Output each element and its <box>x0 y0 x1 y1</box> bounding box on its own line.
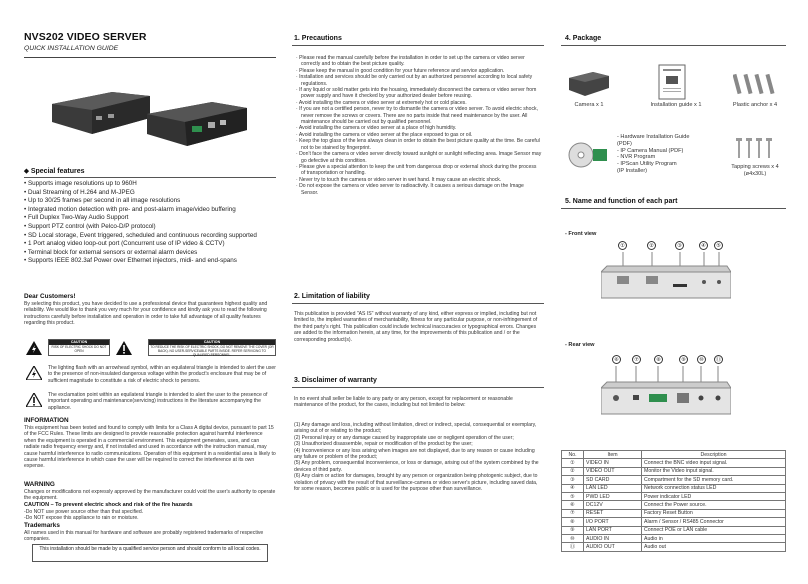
list-item: · Please give a special attention to keep the unit from dangerous drop or external shock during the process of transportation or handling. <box>296 164 542 177</box>
table-cell: LAN LED <box>584 484 642 492</box>
table-cell: ⑧ <box>562 518 584 526</box>
limitation-text: This publication is provided "AS IS" without warranty of any kind, either express or implied, including but not limited to, the implied warranties of merchantability, fitness for any particular purpose, or non-infringement of the third party's right. This publication could include technical inaccuracies or typographical errors. Changes are added to the information herein, at any time, for the improvements of this publication and / or the corresponding product(s). <box>294 311 538 343</box>
installation-guide-image <box>658 64 686 100</box>
warning-text: Changes or modifications not expressly approved by the manufacturer could void the user's authority to operate the equipment. <box>24 489 276 502</box>
table-cell: AUDIO IN <box>584 534 642 542</box>
table-cell: SD CARD <box>584 476 642 484</box>
exclamation-warning-icon <box>116 341 132 355</box>
list-item: (5) Any problem, consequential inconvenience, or loss or damage, arising out of the system combined by the devices of third party. <box>294 460 539 473</box>
table-row <box>562 509 786 517</box>
table-cell: Factory Reset Button <box>642 509 786 517</box>
dear-customers-heading: Dear Customers! <box>24 293 76 300</box>
table-cell: PWD LED <box>584 492 642 500</box>
package-anchor-label: Plastic anchor x 4 <box>732 102 778 108</box>
package-heading: 4. Package <box>565 35 602 42</box>
front-view-image <box>601 252 731 302</box>
document-title: NVS202 VIDEO SERVER <box>24 31 147 43</box>
cd-contents-list: - Hardware Installation Guide (PDF) - IP Camera Manual (PDF) - NVR Program - IPScan Utility Program (IP Installer) <box>617 134 690 174</box>
warning-line-2: -Do NOT expose this appliance to rain or moisture. <box>24 515 139 521</box>
exclamation-symbol-icon <box>26 393 42 407</box>
features-list <box>24 180 276 266</box>
lightning-symbol-icon <box>26 366 42 380</box>
rear-callout-6: ⑥ <box>612 355 621 364</box>
camera-unit-image <box>569 70 609 96</box>
table-row <box>562 467 786 475</box>
precautions-heading: 1. Precautions <box>294 35 342 42</box>
package-guide-label: Installation guide x 1 <box>650 102 702 108</box>
special-features-heading: ⬥ Special features <box>24 168 85 175</box>
table-cell: Alarm / Sensor / RS485 Connector <box>642 518 786 526</box>
exclamation-symbol-text: The exclamation point within an equilateral triangle is intended to alert the user to the presence of important operating and maintenance(servicing) instructions in the literature accompanying the appliance. <box>48 392 268 411</box>
table-cell: ⑤ <box>562 492 584 500</box>
rear-view-label: - Rear view <box>565 342 595 348</box>
table-row <box>562 501 786 509</box>
tapping-screw-image <box>735 138 775 160</box>
caution-labels <box>24 339 276 357</box>
column-left <box>24 0 276 584</box>
column-middle <box>292 0 544 584</box>
front-callout-1: ① <box>618 241 627 250</box>
list-item: • Supports image resolutions up to 960H <box>24 180 276 189</box>
table-cell: Connect the Power source. <box>642 501 786 509</box>
front-callout-5: ⑤ <box>714 241 723 250</box>
warning-line-1: -Do NOT use power source other than that specified. <box>24 509 144 515</box>
parts-table <box>561 450 786 552</box>
table-cell: AUDIO OUT <box>584 543 642 551</box>
lightning-warning-icon <box>26 341 42 355</box>
list-item: · Please read the manual carefully before the installation in order to set up the camera or video server correctly and to obtain the best picture quality. <box>296 55 542 68</box>
disclaimer-intro: In no event shall seller be liable to any party or any person, except for replacement or reasonable maintenance of the product, for the cases, including but not limited to below: <box>294 396 513 409</box>
list-item: · If any liquid or solid matter gets into the housing, immediately disconnect the camera or video server from power supply and have it checked by your authorized dealer before reusing. <box>296 87 542 100</box>
list-item: · Installation and services should be only carried out by an authorized personnel according to local safety regulations. <box>296 74 542 87</box>
table-cell: ⑦ <box>562 509 584 517</box>
front-view-label: - Front view <box>565 231 597 237</box>
cd-disc-image <box>567 141 611 169</box>
table-row <box>562 543 786 551</box>
front-callout-3: ③ <box>675 241 684 250</box>
table-cell: I/O PORT <box>584 518 642 526</box>
table-cell: Connect POE or LAN cable <box>642 526 786 534</box>
table-row <box>562 534 786 542</box>
table-cell: ⑪ <box>562 543 584 551</box>
list-item: • Full Duplex Two-Way Audio Support <box>24 214 276 223</box>
table-cell: Audio out <box>642 543 786 551</box>
information-text: This equipment has been tested and found to comply with limits for a Class A digital device, pursuant to part 15 of the FCC Rules. These limits are designed to provide reasonable protection against harmful interference when the equipment is operated in a commercial environment. This equipment generates, uses, and can radiate radio frequency energy and, if not installed and used in accordance with the instruction manual, may cause harmful interference to radio communications. Operation of this equipment in a residential area is likely to cause harmful interference in which case the user will be required to correct the interference at its own expense. <box>24 425 276 470</box>
rear-view-image <box>601 366 731 418</box>
parts-divider <box>561 208 786 209</box>
disclaimer-heading: 3. Disclaimer of warranty <box>294 377 377 384</box>
table-cell: Compartment for the SD memory card. <box>642 476 786 484</box>
limitation-divider <box>292 303 544 304</box>
list-item: · Avoid installing the camera or video server at the place exposed to gas or oil. <box>296 132 542 138</box>
product-photo <box>52 82 247 146</box>
table-cell: ② <box>562 467 584 475</box>
table-cell: DC12V <box>584 501 642 509</box>
table-cell: Monitor the Video input signal. <box>642 467 786 475</box>
table-cell: Power indicator LED <box>642 492 786 500</box>
list-item: • 1 Port analog video loop-out port (Concurrent use of IP video & CCTV) <box>24 240 276 249</box>
table-row <box>562 484 786 492</box>
list-item: • Terminal block for external sensors or external alarm devices <box>24 249 276 258</box>
table-cell: VIDEO OUT <box>584 467 642 475</box>
table-cell: RESET <box>584 509 642 517</box>
trademarks-heading: Trademarks <box>24 522 60 529</box>
list-item: · If you are not a certified person, never try to dismantle the camera or video server. To avoid electric shock, never remove the screws or covers. There are no parts inside that need maintenance by the user. All maintenance should be carried out by qualified personnel. <box>296 106 542 125</box>
list-item: (4) Inconvenience or any loss arising when images are not displayed, due to any reason or cause including any failure or problem of the product; <box>294 447 535 461</box>
precautions-list <box>296 55 542 196</box>
table-cell: LAN PORT <box>584 526 642 534</box>
table-cell: ⑥ <box>562 501 584 509</box>
rear-callout-9: ⑨ <box>679 355 688 364</box>
list-item: · Avoid installing the camera or video server at extremely hot or cold places. <box>296 100 542 106</box>
list-item: (3) Unauthorized disassemble, repair or modification of the product by the user; <box>294 441 473 448</box>
table-cell: Audio in <box>642 534 786 542</box>
table-cell: Network connection status LED <box>642 484 786 492</box>
precautions-divider <box>292 45 544 46</box>
table-cell: ⑩ <box>562 534 584 542</box>
list-item: · Never try to touch the camera or video server in wet hand. It may cause an electric shock. <box>296 177 542 183</box>
package-camera-label: Camera x 1 <box>574 102 604 108</box>
table-header-row: No. Item Description <box>562 451 786 459</box>
table-row <box>562 492 786 500</box>
package-screws-size: (ø4x30L) <box>743 171 767 177</box>
list-item: • SD Local storage, Event triggered, scheduled and continuous recording supported <box>24 232 276 241</box>
list-item: (6) Any claim or action for damages, brought by any person or organization being photogenic subject, due to violation of privacy with the result of that surveillance-camera or video server's picture, including saved data, for some reason, becomes public or is used for the purpose other than surveillance. <box>294 473 538 493</box>
list-item: (1) Any damage and loss, including without limitation, direct or indirect, special, consequential or exemplary, arising out of or relating to the product; <box>294 422 537 435</box>
list-item: • Supports IEEE 802.3af Power over Ethernet injectors, midi- and end-spans <box>24 257 276 266</box>
rear-callout-8: ⑧ <box>654 355 663 364</box>
list-item: · Don't face the camera or video server directly toward sunlight or sunlight reflecting area. Image Sensor may go defective at this condition. <box>296 151 542 164</box>
list-item: • Dual Streaming of H.264 and M-JPEG <box>24 189 276 198</box>
rear-callout-7: ⑦ <box>632 355 641 364</box>
list-item: · Avoid installing the camera or video server at a place of high humidity. <box>296 125 542 131</box>
list-item: · Do not expose the camera or video server to radioactivity. It causes a serious damage on the Image Sensor. <box>296 183 542 196</box>
list-item: • Integrated motion detection with pre- and post-alarm image/video buffering <box>24 206 276 215</box>
dear-customers-text: By selecting this product, you have decided to use a professional device that guarantees highest quality and reliability. We would like to thank you very much for your confidence and kindly ask you to read the following instructions carefully before installation and operation in order to take full advantage of all quality features regarding this product. <box>24 301 268 327</box>
caution-box-shock: CAUTION RISK OF ELECTRIC SHOCK DO NOT OPEN <box>48 339 110 356</box>
table-cell: ④ <box>562 484 584 492</box>
plastic-anchor-image <box>733 70 777 98</box>
lightning-symbol-text: The lighting flash with an arrowhead symbol, within an equilateral triangle is intended to alert the user to the presence of non-insulated dangerous voltage within the product's enclosure that may be of sufficient magnitude to constitute a risk of electric shock to persons. <box>48 365 276 384</box>
table-cell: VIDEO IN <box>584 459 642 467</box>
features-divider <box>24 177 276 178</box>
table-row <box>562 518 786 526</box>
disclaimer-list <box>294 422 542 492</box>
front-callout-4: ④ <box>699 241 708 250</box>
trademarks-text: All names used in this manual for hardware and software are probably registered trademarks of respective companies. <box>24 530 264 543</box>
rear-callout-10: ⑩ <box>697 355 706 364</box>
rear-callout-11: ⑪ <box>715 357 721 363</box>
package-screws-label: Tapping screws x 4 <box>731 164 779 170</box>
installation-note-box: This installation should be made by a qualified service person and should conform to all local codes. <box>32 544 268 562</box>
document-subtitle: QUICK INSTALLATION GUIDE <box>24 45 119 52</box>
table-row <box>562 526 786 534</box>
list-item: • Up to 30/25 frames per second in all image resolutions <box>24 197 276 206</box>
list-item: · Please keep the manual in good condition for your future reference and service application. <box>296 68 542 74</box>
disclaimer-divider <box>292 387 544 388</box>
table-row <box>562 476 786 484</box>
limitation-heading: 2. Limitation of liability <box>294 293 370 300</box>
title-divider <box>24 57 276 58</box>
table-cell: Connect the BNC video input signal. <box>642 459 786 467</box>
table-cell: ① <box>562 459 584 467</box>
list-item: (2) Personal injury or any damage caused by inappropriate use or negligent operation of the user; <box>294 434 514 441</box>
column-right <box>561 0 786 584</box>
list-item: • Support PTZ control (with Pelco-D/P protocol) <box>24 223 276 232</box>
caution-line: CAUTION – To prevent electric shock and risk of the fire hazards <box>24 502 193 508</box>
table-cell: ③ <box>562 476 584 484</box>
warning-heading: WARNING <box>24 481 55 488</box>
list-item: · Keep the top glass of the lens always clean in order to obtain the best picture quality at the time. Be careful not to be stained by fingerprint. <box>296 138 542 151</box>
information-heading: INFORMATION <box>24 417 69 424</box>
table-row <box>562 459 786 467</box>
caution-box-cover: CAUTION TO REDUCE THE RISK OF ELECTRIC SHOCK, DO NOT REMOVE THE COVER (OR BACK). NO USER-SERVICEABLE PARTS INSIDE. REFER SERVICING TO QUALIFIED PERSONNEL. <box>148 339 276 356</box>
front-callout-2: ② <box>647 241 656 250</box>
parts-heading: 5. Name and function of each part <box>565 198 678 205</box>
package-divider <box>561 45 786 46</box>
table-cell: ⑨ <box>562 526 584 534</box>
